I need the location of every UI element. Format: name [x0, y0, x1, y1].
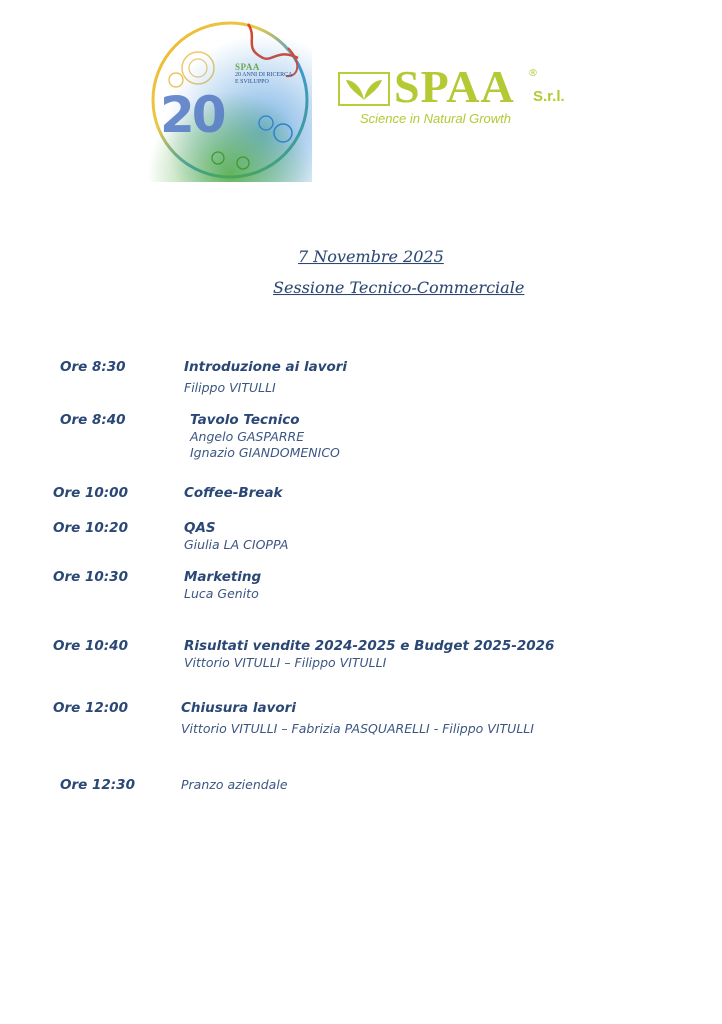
- agenda-time: Ore 12:30: [60, 777, 135, 793]
- agenda-speaker: Giulia LA CIOPPA: [184, 537, 289, 552]
- agenda-title: Risultati vendite 2024-2025 e Budget 2025-2026: [184, 638, 555, 654]
- agenda-speaker: Vittorio VITULLI – Fabrizia PASQUARELLI - Filippo VITULLI: [181, 721, 534, 736]
- agenda-activity: Pranzo aziendale: [181, 777, 288, 792]
- agenda-speaker: Angelo GASPARRE: [190, 429, 305, 444]
- event-date: 7 Novembre 2025: [298, 247, 444, 266]
- leaf-icon: [338, 72, 390, 106]
- agenda-title: Chiusura lavori: [181, 700, 296, 716]
- agenda-speaker: Vittorio VITULLI – Filippo VITULLI: [184, 655, 387, 670]
- agenda-speaker: Ignazio GIANDOMENICO: [190, 445, 340, 460]
- anniversary-number: 20: [160, 86, 224, 144]
- agenda-time: Ore 12:00: [53, 700, 128, 716]
- agenda-title: Tavolo Tecnico: [190, 412, 300, 428]
- agenda-time: Ore 8:30: [60, 359, 126, 375]
- agenda-time: Ore 8:40: [60, 412, 126, 428]
- anniversary-line-2: E SVILUPPO: [235, 79, 269, 85]
- agenda-title: Marketing: [184, 569, 262, 585]
- agenda-time: Ore 10:40: [53, 638, 128, 654]
- company-suffix: S.r.l.: [533, 88, 565, 105]
- anniversary-line-1: 20 ANNI DI RICERCA: [235, 72, 293, 78]
- anniversary-logo: [148, 18, 312, 182]
- agenda-speaker: Luca Genito: [184, 586, 259, 601]
- agenda-title: Coffee-Break: [184, 485, 283, 501]
- agenda-title: QAS: [184, 520, 216, 536]
- agenda-time: Ore 10:30: [53, 569, 128, 585]
- agenda-time: Ore 10:00: [53, 485, 128, 501]
- session-title: Sessione Tecnico-Commerciale: [273, 278, 525, 297]
- registered-mark: ®: [528, 68, 538, 79]
- anniversary-badge: [235, 62, 293, 86]
- agenda-time: Ore 10:20: [53, 520, 128, 536]
- company-name: SPAA: [394, 61, 515, 112]
- anniversary-brand: SPAA: [235, 62, 260, 72]
- company-logo: [338, 61, 588, 130]
- agenda-speaker: Filippo VITULLI: [184, 380, 276, 395]
- company-tagline: Science in Natural Growth: [360, 111, 512, 126]
- agenda-title: Introduzione ai lavori: [184, 359, 348, 375]
